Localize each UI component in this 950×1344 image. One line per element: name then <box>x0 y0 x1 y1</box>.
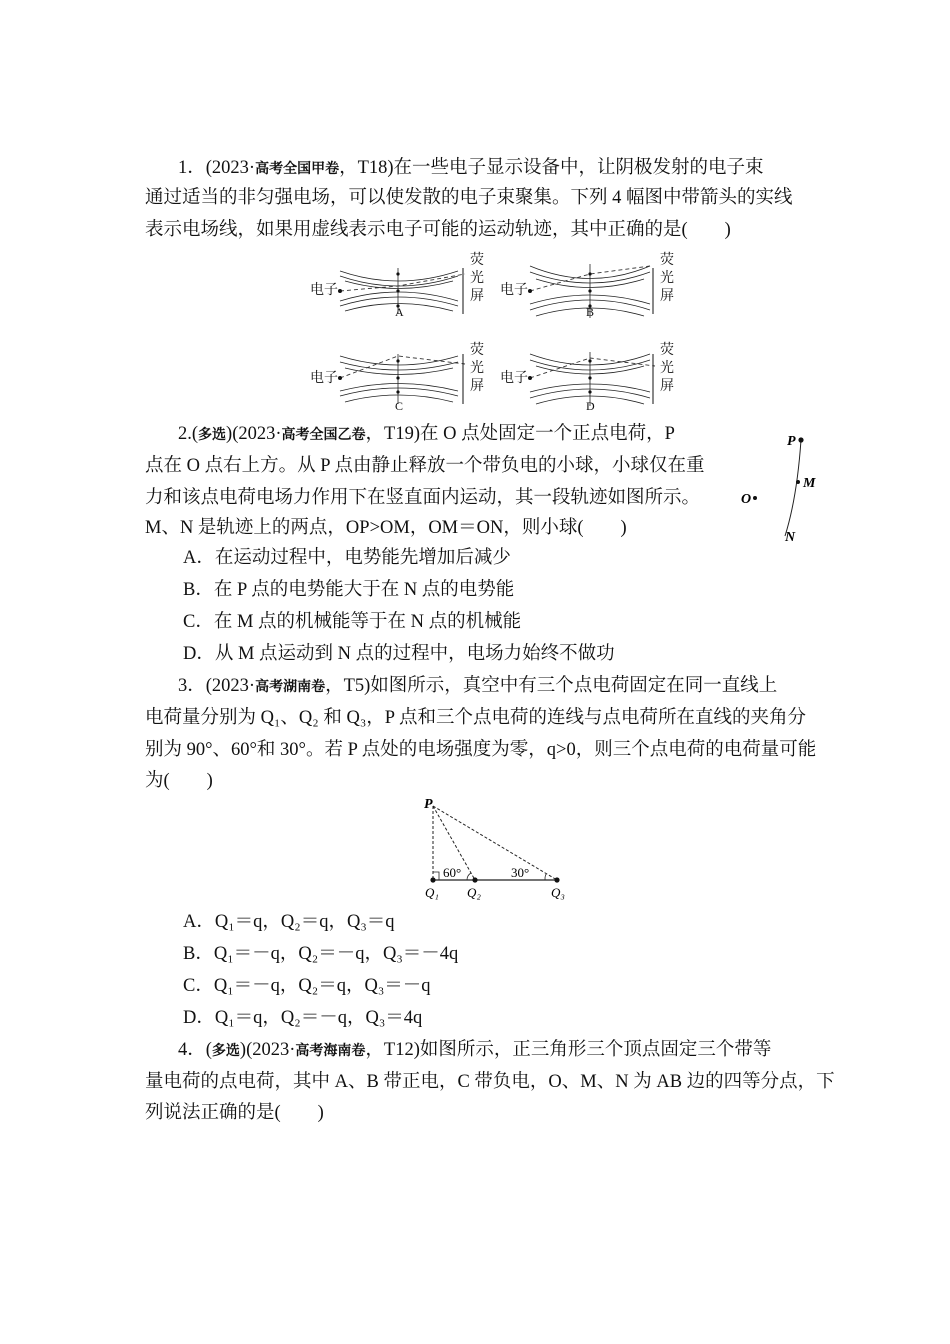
q1-number: 1．(2023· <box>178 158 256 178</box>
q2-option-b: B．在 P 点的电势能大于在 N 点的电势能 <box>183 580 515 600</box>
q3-line3: 别为 90°、60°和 30°。若 P 点处的电场强度为零，q>0，则三个点电荷的电荷量可能 <box>145 740 817 760</box>
screen-label-b3: 屏 <box>660 289 674 304</box>
q3-line2: 电荷量分别为 Q₁、Q₂ 和 Q₃，P 点和三个点电荷的连线与点电荷所在直线的夹角分 <box>145 708 807 728</box>
screen-label-d3: 屏 <box>660 379 674 394</box>
label-q2: Q₂ <box>467 885 481 900</box>
q3-line1 <box>178 674 777 699</box>
angle-arc-60 <box>467 873 471 880</box>
q2-line3: 力和该点电荷电场力作用下在竖直面内运动，其一段轨迹如图所示。 <box>145 488 701 508</box>
q3-option-c: C．Q₁＝－q，Q₂＝q，Q₃＝－q <box>183 976 431 996</box>
screen-label-d1: 荧 <box>660 343 674 358</box>
q2-figure <box>735 428 825 548</box>
q2-option-d: D．从 M 点运动到 N 点的过程中，电场力始终不做功 <box>183 644 615 664</box>
q3-number: 3．(2023· <box>178 676 256 696</box>
q4-mid: )(2023· <box>239 1040 296 1060</box>
label-p: P <box>787 434 796 449</box>
screen-label-b2: 光 <box>660 271 674 286</box>
q4-line2: 量电荷的点电荷，其中 A、B 带正电，C 带负电，O、M、N 为 AB 边的四等分点，下 <box>145 1072 835 1092</box>
q2-line1 <box>178 422 675 447</box>
q1-text: ，T18)在一些电子显示设备中，让阴极发射的电子束 <box>339 158 764 178</box>
screen-label-a1: 荧 <box>470 253 484 268</box>
q3-source: 高考湖南卷 <box>255 679 326 695</box>
point-p <box>798 437 803 442</box>
panel-label-b: B <box>586 305 595 319</box>
q3-option-b: B．Q₁＝－q，Q₂＝－q，Q₃＝－4q <box>183 944 459 964</box>
label-o: O <box>741 492 752 507</box>
panel-label-c: C <box>395 399 404 413</box>
screen-label-b1: 荧 <box>660 253 674 268</box>
angle-label-60: 60° <box>443 865 462 880</box>
label-q3: Q₃ <box>551 885 565 900</box>
q2-option-c: C．在 M 点的机械能等于在 N 点的机械能 <box>183 612 522 632</box>
label-p3: P <box>424 797 433 812</box>
q4-line1 <box>178 1038 771 1063</box>
q3-text: ，T5)如图所示，真空中有三个点电荷固定在同一直线上 <box>325 676 778 696</box>
q1-line3: 表示电场线，如果用虚线表示电子可能的运动轨迹，其中正确的是( ) <box>145 220 731 240</box>
charge-q3 <box>554 877 559 882</box>
q4-tag: 多选 <box>211 1043 240 1059</box>
q3-option-d: D．Q₁＝q，Q₂＝－q，Q₃＝4q <box>183 1008 423 1028</box>
screen-label-c2: 光 <box>470 361 484 376</box>
q2-line4: M、N 是轨迹上的两点，OP>OM，OM＝ON，则小球( ) <box>145 518 627 538</box>
q3-line4: 为( ) <box>145 771 213 791</box>
q2-option-a: A．在运动过程中，电势能先增加后减少 <box>183 548 511 568</box>
point-m <box>796 480 800 484</box>
screen-label-c1: 荧 <box>470 343 484 358</box>
q4-source: 高考海南卷 <box>295 1043 366 1059</box>
q1-line1 <box>178 156 764 181</box>
charge-q2 <box>472 877 477 882</box>
panel-label-a: A <box>395 305 404 319</box>
point-o <box>753 496 757 500</box>
angle-arc-30 <box>545 874 546 880</box>
electron-label-b: 电子 <box>500 283 528 298</box>
screen-label-d2: 光 <box>660 361 674 376</box>
panel-label-d: D <box>586 399 595 413</box>
q1-source: 高考全国甲卷 <box>255 161 340 177</box>
q2-mid: )(2023· <box>226 424 282 444</box>
electron-label-c: 电子 <box>310 371 338 386</box>
q2-source: 高考全国乙卷 <box>281 427 366 443</box>
q3-figure <box>415 796 585 902</box>
electron-label-a: 电子 <box>310 283 338 298</box>
charge-q1 <box>430 877 435 882</box>
screen-label-a3: 屏 <box>470 289 484 304</box>
label-q1: Q₁ <box>425 885 439 900</box>
label-n: N <box>785 530 796 545</box>
q1-figure <box>300 246 690 416</box>
q1-line2: 通过适当的非匀强电场，可以使发散的电子束聚集。下列 4 幅图中带箭头的实线 <box>145 188 793 208</box>
electron-label-d: 电子 <box>500 371 528 386</box>
q2-line2: 点在 O 点右上方。从 P 点由静止释放一个带负电的小球，小球仅在重 <box>145 456 705 476</box>
angle-label-30: 30° <box>511 865 530 880</box>
q2-text: ，T19)在 O 点处固定一个正点电荷，P <box>365 424 675 444</box>
screen-label-c3: 屏 <box>470 379 484 394</box>
q4-line3: 列说法正确的是( ) <box>145 1103 324 1123</box>
q3-option-a: A．Q₁＝q，Q₂＝q，Q₃＝q <box>183 912 395 932</box>
q2-number: 2.( <box>178 424 199 444</box>
q2-tag: 多选 <box>198 427 227 443</box>
q4-number: 4．( <box>178 1040 212 1060</box>
q2-trajectory <box>785 440 801 536</box>
screen-label-a2: 光 <box>470 271 484 286</box>
label-m: M <box>803 476 816 491</box>
q4-text: ，T12)如图所示，正三角形三个顶点固定三个带等 <box>365 1040 772 1060</box>
